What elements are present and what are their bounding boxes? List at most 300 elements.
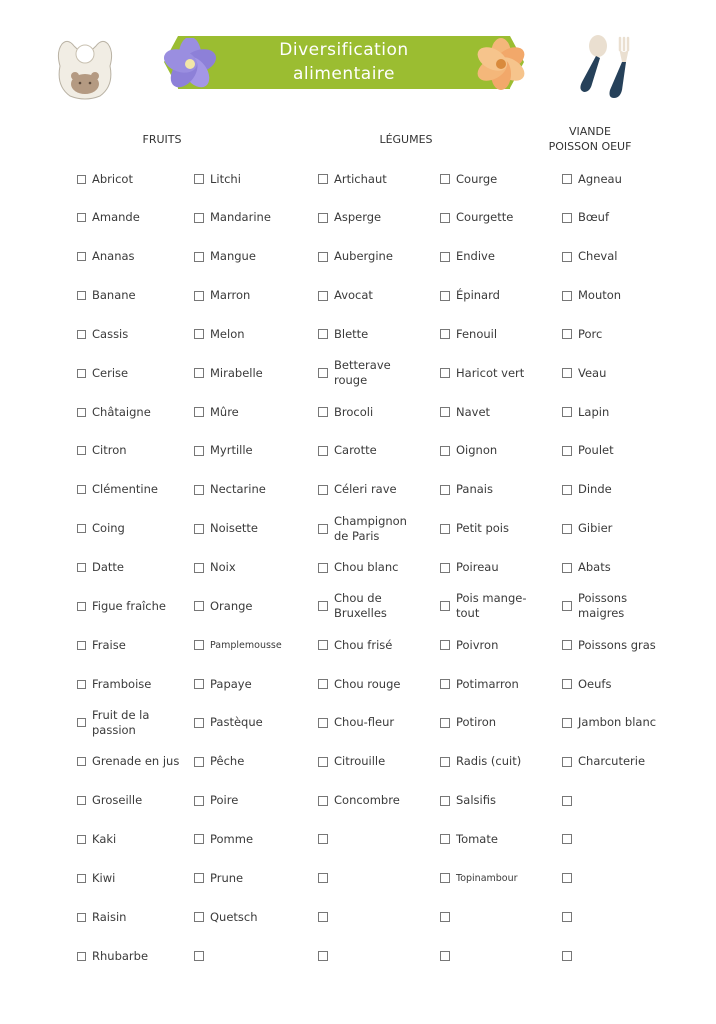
item-label: Lapin <box>578 404 610 419</box>
item-label: Jambon blanc <box>578 715 657 730</box>
checklist-item[interactable] <box>194 404 239 420</box>
checklist-item[interactable] <box>440 715 496 731</box>
checkbox[interactable] <box>318 446 328 456</box>
checkbox[interactable] <box>194 252 204 262</box>
item-label: Pamplemousse <box>210 639 282 651</box>
item-label: Veau <box>578 365 607 380</box>
checklist-item[interactable] <box>194 909 258 925</box>
bib-icon <box>54 36 116 102</box>
checkbox[interactable] <box>562 329 572 339</box>
item-label: Kaki <box>92 831 117 846</box>
checkbox[interactable] <box>77 718 86 727</box>
checklist-item[interactable] <box>194 326 245 342</box>
checklist-item[interactable] <box>440 482 493 498</box>
item-label: Grenade en jus <box>92 754 180 769</box>
checklist-item[interactable] <box>562 482 612 498</box>
checklist-item[interactable] <box>318 754 385 770</box>
checkbox[interactable] <box>440 291 450 301</box>
checkbox[interactable] <box>440 446 450 456</box>
checkbox[interactable] <box>77 369 86 378</box>
checklist-item[interactable] <box>77 560 124 576</box>
checklist-item[interactable] <box>562 210 609 226</box>
checkbox[interactable] <box>562 213 572 223</box>
item-label: Cheval <box>578 249 618 264</box>
checkbox[interactable] <box>194 873 204 883</box>
checklist-item[interactable] <box>318 404 373 420</box>
item-label: Agneau <box>578 171 622 186</box>
item-label: Navet <box>456 404 491 419</box>
checkbox[interactable] <box>77 874 86 883</box>
checkbox[interactable] <box>77 757 86 766</box>
checklist-item[interactable] <box>562 591 666 621</box>
checklist-item[interactable] <box>318 288 373 304</box>
checklist-item[interactable] <box>318 637 392 653</box>
checkbox[interactable] <box>194 757 204 767</box>
checklist-item[interactable] <box>194 637 282 653</box>
checklist-item[interactable] <box>440 288 500 304</box>
checkbox[interactable] <box>318 951 328 961</box>
item-label: Gibier <box>578 521 613 536</box>
checkbox[interactable] <box>318 679 328 689</box>
checkbox[interactable] <box>194 601 204 611</box>
checkbox[interactable] <box>77 446 86 455</box>
checklist-item[interactable] <box>77 754 179 770</box>
checklist-item[interactable] <box>562 793 578 809</box>
checklist-item[interactable] <box>440 404 490 420</box>
item-label: Mûre <box>210 404 239 419</box>
checkbox[interactable] <box>562 796 572 806</box>
checklist-item[interactable] <box>194 598 253 614</box>
checklist-item[interactable] <box>194 948 210 964</box>
checklist-item[interactable] <box>318 676 400 692</box>
item-label: Groseille <box>92 793 143 808</box>
item-label: Oignon <box>456 443 498 458</box>
legumes-header: LÉGUMES <box>379 133 433 146</box>
item-label: Fenouil <box>456 326 498 341</box>
checklist-item[interactable] <box>562 909 578 925</box>
item-label: Asperge <box>334 210 382 225</box>
checklist-item[interactable] <box>77 637 126 653</box>
checklist-item[interactable] <box>440 909 456 925</box>
checkbox[interactable] <box>440 718 450 728</box>
item-label: Poire <box>210 793 239 808</box>
checklist-item[interactable] <box>77 870 115 886</box>
checklist-item[interactable] <box>194 831 253 847</box>
checkbox[interactable] <box>194 524 204 534</box>
checkbox[interactable] <box>194 951 204 961</box>
checkbox[interactable] <box>440 640 450 650</box>
item-label: Noix <box>210 560 236 574</box>
item-label: Panais <box>456 482 493 497</box>
checklist-item[interactable] <box>440 171 497 187</box>
checklist-item[interactable] <box>562 637 656 653</box>
checklist-item[interactable] <box>440 326 497 342</box>
item-label: Aubergine <box>334 249 393 264</box>
checkbox[interactable] <box>194 834 204 844</box>
checkbox[interactable] <box>77 563 86 572</box>
item-label: Mirabelle <box>210 365 263 380</box>
item-label: Topinambour <box>456 872 518 884</box>
item-label: Myrtille <box>210 443 253 458</box>
checkbox[interactable] <box>77 330 86 339</box>
checklist-item[interactable] <box>194 210 271 226</box>
checklist-item[interactable] <box>77 948 148 964</box>
item-label: Poissons gras <box>578 637 656 652</box>
checkbox[interactable] <box>562 446 572 456</box>
item-label: Raisin <box>92 909 127 924</box>
item-label: Endive <box>456 249 495 264</box>
checklist-item[interactable] <box>562 676 611 692</box>
checkbox[interactable] <box>77 913 86 922</box>
checkbox[interactable] <box>440 679 450 689</box>
checklist-item[interactable] <box>194 715 263 731</box>
checkbox[interactable] <box>318 485 328 495</box>
checkbox[interactable] <box>318 368 328 378</box>
checklist-item[interactable] <box>440 210 513 226</box>
checklist-item[interactable] <box>194 443 253 459</box>
checklist-item[interactable] <box>77 831 116 847</box>
item-label: Litchi <box>210 171 241 186</box>
checkbox[interactable] <box>194 485 204 495</box>
checklist-item[interactable] <box>318 358 422 388</box>
item-label: Noisette <box>210 521 258 536</box>
checklist-item[interactable] <box>194 870 243 886</box>
item-label: Mangue <box>210 249 256 264</box>
checklist-item[interactable] <box>77 171 133 187</box>
checkbox[interactable] <box>77 835 86 844</box>
item-label: Melon <box>210 326 245 341</box>
item-label: Poulet <box>578 443 614 458</box>
title-banner <box>178 36 510 89</box>
checklist-item[interactable] <box>440 676 519 692</box>
checkbox[interactable] <box>318 834 328 844</box>
checklist-item[interactable] <box>318 715 394 731</box>
checkbox[interactable] <box>440 368 450 378</box>
checkbox[interactable] <box>318 640 328 650</box>
item-label: Figue fraîche <box>92 598 166 613</box>
item-label: Chou-fleur <box>334 715 395 730</box>
checkbox[interactable] <box>318 601 328 611</box>
item-label: Dinde <box>578 482 612 497</box>
item-label: Cassis <box>92 326 129 341</box>
purple-flower-icon <box>162 38 218 90</box>
checklist-item[interactable] <box>77 365 128 381</box>
item-label: Salsifis <box>456 793 496 808</box>
checklist-item[interactable] <box>194 171 241 187</box>
checkbox[interactable] <box>194 640 204 650</box>
checklist-item[interactable] <box>77 482 158 498</box>
checkbox[interactable] <box>562 174 572 184</box>
checklist-item[interactable] <box>318 210 381 226</box>
item-label: Coing <box>92 521 125 536</box>
checkbox[interactable] <box>194 407 204 417</box>
checkbox[interactable] <box>318 796 328 806</box>
page-title: Diversification alimentaire <box>279 40 409 84</box>
checklist-item[interactable] <box>562 831 578 847</box>
checkbox[interactable] <box>440 252 450 262</box>
checklist-item[interactable] <box>562 560 611 576</box>
checkbox[interactable] <box>77 252 86 261</box>
peach-flower-icon <box>474 38 528 90</box>
checklist-item[interactable] <box>562 288 621 304</box>
checkbox[interactable] <box>194 679 204 689</box>
checkbox[interactable] <box>194 718 204 728</box>
checklist-item[interactable] <box>318 560 398 576</box>
checkbox[interactable] <box>194 446 204 456</box>
checklist-item[interactable] <box>318 171 387 187</box>
item-label: Ananas <box>92 249 135 264</box>
spoon-fork-icon <box>568 32 644 106</box>
checklist-item[interactable] <box>440 365 524 381</box>
checklist-item[interactable] <box>194 482 266 498</box>
checkbox[interactable] <box>194 563 204 573</box>
item-label: Kiwi <box>92 870 116 885</box>
checklist-item[interactable] <box>318 591 422 621</box>
checklist-item[interactable] <box>77 676 151 692</box>
item-label: Épinard <box>456 288 500 303</box>
checkbox[interactable] <box>562 873 572 883</box>
checklist-item[interactable] <box>562 249 617 265</box>
checklist-item[interactable] <box>440 521 509 537</box>
item-label: Tomate <box>456 831 498 846</box>
checkbox[interactable] <box>440 912 450 922</box>
item-label: Carotte <box>334 443 377 458</box>
item-label: Chou rouge <box>334 676 401 691</box>
checklist-item[interactable] <box>318 482 397 498</box>
checklist-item[interactable] <box>77 249 135 265</box>
checklist-item[interactable] <box>194 365 263 381</box>
item-label: Abricot <box>92 171 133 186</box>
checklist-item[interactable] <box>77 326 128 342</box>
checkbox[interactable] <box>194 796 204 806</box>
checklist-item[interactable] <box>440 754 521 770</box>
checkbox[interactable] <box>77 952 86 961</box>
item-label: Pêche <box>210 754 245 769</box>
item-label: Haricot vert <box>456 365 525 380</box>
checklist-item[interactable] <box>318 326 368 342</box>
item-label: Courgette <box>456 210 514 225</box>
checkbox[interactable] <box>562 563 572 573</box>
item-label: Rhubarbe <box>92 948 149 963</box>
checklist-item[interactable] <box>562 521 612 537</box>
checklist-item[interactable] <box>440 793 496 809</box>
checkbox[interactable] <box>562 834 572 844</box>
checkbox[interactable] <box>318 912 328 922</box>
checklist-item[interactable] <box>440 560 499 576</box>
item-label: Prune <box>210 870 244 885</box>
checklist-item[interactable] <box>318 793 400 809</box>
item-label: Mandarine <box>210 210 271 225</box>
checkbox[interactable] <box>77 602 86 611</box>
checkbox[interactable] <box>77 175 86 184</box>
checkbox[interactable] <box>440 601 450 611</box>
checklist-item[interactable] <box>318 514 422 544</box>
checkbox[interactable] <box>77 524 86 533</box>
item-label: Bœuf <box>578 210 609 225</box>
checklist-item[interactable] <box>77 443 127 459</box>
checkbox[interactable] <box>440 757 450 767</box>
checkbox[interactable] <box>318 174 328 184</box>
fruits-header: FRUITS <box>142 133 182 146</box>
checklist-item[interactable] <box>318 909 334 925</box>
checklist-item[interactable] <box>440 948 456 964</box>
checkbox[interactable] <box>440 329 450 339</box>
checklist-item[interactable] <box>194 249 256 265</box>
checklist-item[interactable] <box>194 676 252 692</box>
checklist-item[interactable] <box>562 870 578 886</box>
checkbox[interactable] <box>194 329 204 339</box>
item-label: Poissons maigres <box>578 591 628 621</box>
checkbox[interactable] <box>77 680 86 689</box>
checkbox[interactable] <box>318 524 328 534</box>
checkbox[interactable] <box>562 252 572 262</box>
checkbox[interactable] <box>77 641 86 650</box>
checklist-item[interactable] <box>318 443 377 459</box>
item-label: Quetsch <box>210 909 258 924</box>
item-label: Framboise <box>92 676 152 691</box>
checkbox[interactable] <box>562 368 572 378</box>
checkbox[interactable] <box>194 291 204 301</box>
checklist-item[interactable] <box>562 171 622 187</box>
checkbox[interactable] <box>440 524 450 534</box>
checkbox[interactable] <box>318 873 328 883</box>
checkbox[interactable] <box>562 524 572 534</box>
checkbox[interactable] <box>562 601 572 611</box>
checkbox[interactable] <box>440 407 450 417</box>
checklist-item[interactable] <box>562 326 602 342</box>
checkbox[interactable] <box>318 213 328 223</box>
checkbox[interactable] <box>562 951 572 961</box>
checklist-item[interactable] <box>77 210 140 226</box>
checkbox[interactable] <box>562 407 572 417</box>
checkbox[interactable] <box>77 291 86 300</box>
checklist-item[interactable] <box>77 598 166 614</box>
checkbox[interactable] <box>77 796 86 805</box>
item-label: Poivron <box>456 637 499 652</box>
checklist-item[interactable] <box>562 443 614 459</box>
item-label: Marron <box>210 288 251 303</box>
checklist-item[interactable] <box>77 404 151 420</box>
checkbox[interactable] <box>440 796 450 806</box>
checkbox[interactable] <box>562 291 572 301</box>
checklist-item[interactable] <box>440 591 544 621</box>
checklist-item[interactable] <box>77 708 180 738</box>
item-label: Concombre <box>334 793 400 808</box>
item-label: Mouton <box>578 288 622 303</box>
checklist-item[interactable] <box>440 870 518 886</box>
checkbox[interactable] <box>562 640 572 650</box>
item-label: Céleri rave <box>334 482 397 497</box>
checkbox[interactable] <box>318 252 328 262</box>
checkbox[interactable] <box>194 213 204 223</box>
item-label: Avocat <box>334 288 373 303</box>
checklist-item[interactable] <box>77 521 125 537</box>
item-label: Cerise <box>92 365 129 380</box>
item-label: Pois mange-tout <box>456 591 527 621</box>
checklist-item[interactable] <box>318 948 334 964</box>
checkbox[interactable] <box>318 757 328 767</box>
checkbox[interactable] <box>440 951 450 961</box>
checkbox[interactable] <box>440 834 450 844</box>
checkbox[interactable] <box>440 563 450 573</box>
checkbox[interactable] <box>77 485 86 494</box>
checkbox[interactable] <box>440 174 450 184</box>
checklist-item[interactable] <box>440 637 498 653</box>
checkbox[interactable] <box>440 485 450 495</box>
checklist-item[interactable] <box>194 521 258 537</box>
checkbox[interactable] <box>318 329 328 339</box>
checkbox[interactable] <box>77 408 86 417</box>
checklist-item[interactable] <box>194 288 250 304</box>
item-label: Potiron <box>456 715 497 730</box>
item-label: Fruit de la passion <box>92 707 150 737</box>
item-label: Fraise <box>92 637 126 652</box>
checkbox[interactable] <box>562 679 572 689</box>
item-label: Courge <box>456 171 498 186</box>
item-label: Amande <box>92 210 140 225</box>
checkbox[interactable] <box>77 213 86 222</box>
item-label: Petit pois <box>456 521 509 536</box>
checklist-item[interactable] <box>194 793 238 809</box>
checklist-item[interactable] <box>77 288 136 304</box>
item-label: Potimarron <box>456 676 519 691</box>
checkbox[interactable] <box>440 873 450 883</box>
item-label: Datte <box>92 560 124 574</box>
item-label: Champignon de Paris <box>334 513 407 543</box>
checklist-item[interactable] <box>440 443 497 459</box>
checkbox[interactable] <box>318 718 328 728</box>
checklist-item[interactable] <box>194 754 244 770</box>
item-label: Oeufs <box>578 676 612 691</box>
item-label: Radis (cuit) <box>456 754 522 769</box>
item-label: Artichaut <box>334 171 387 186</box>
checkbox[interactable] <box>318 563 328 573</box>
checkbox[interactable] <box>562 718 572 728</box>
item-label: Pomme <box>210 831 254 846</box>
item-label: Chou de Bruxelles <box>334 591 387 621</box>
checklist-item[interactable] <box>440 249 495 265</box>
viande-header: VIANDE POISSON OEUF <box>548 125 632 153</box>
checklist-item[interactable] <box>562 948 578 964</box>
checklist-item[interactable] <box>77 793 142 809</box>
checkbox[interactable] <box>194 174 204 184</box>
checkbox[interactable] <box>562 757 572 767</box>
checklist-item[interactable] <box>318 249 393 265</box>
checklist-item[interactable] <box>77 909 126 925</box>
checklist-item[interactable] <box>440 831 498 847</box>
checkbox[interactable] <box>562 485 572 495</box>
checklist-item[interactable] <box>562 404 609 420</box>
checkbox[interactable] <box>562 912 572 922</box>
item-label: Orange <box>210 598 253 613</box>
checklist-item[interactable] <box>318 831 334 847</box>
checklist-item[interactable] <box>194 560 236 576</box>
checklist-item[interactable] <box>318 870 334 886</box>
item-label: Betterave rouge <box>334 358 391 388</box>
checkbox[interactable] <box>194 368 204 378</box>
item-label: Citron <box>92 443 127 458</box>
item-label: Banane <box>92 288 136 303</box>
checkbox[interactable] <box>318 291 328 301</box>
checklist-item[interactable] <box>562 365 606 381</box>
checklist-item[interactable] <box>562 715 656 731</box>
checklist-item[interactable] <box>562 754 645 770</box>
item-label: Châtaigne <box>92 404 151 419</box>
checkbox[interactable] <box>440 213 450 223</box>
item-label: Chou blanc <box>334 560 399 574</box>
checkbox[interactable] <box>318 407 328 417</box>
checkbox[interactable] <box>194 912 204 922</box>
